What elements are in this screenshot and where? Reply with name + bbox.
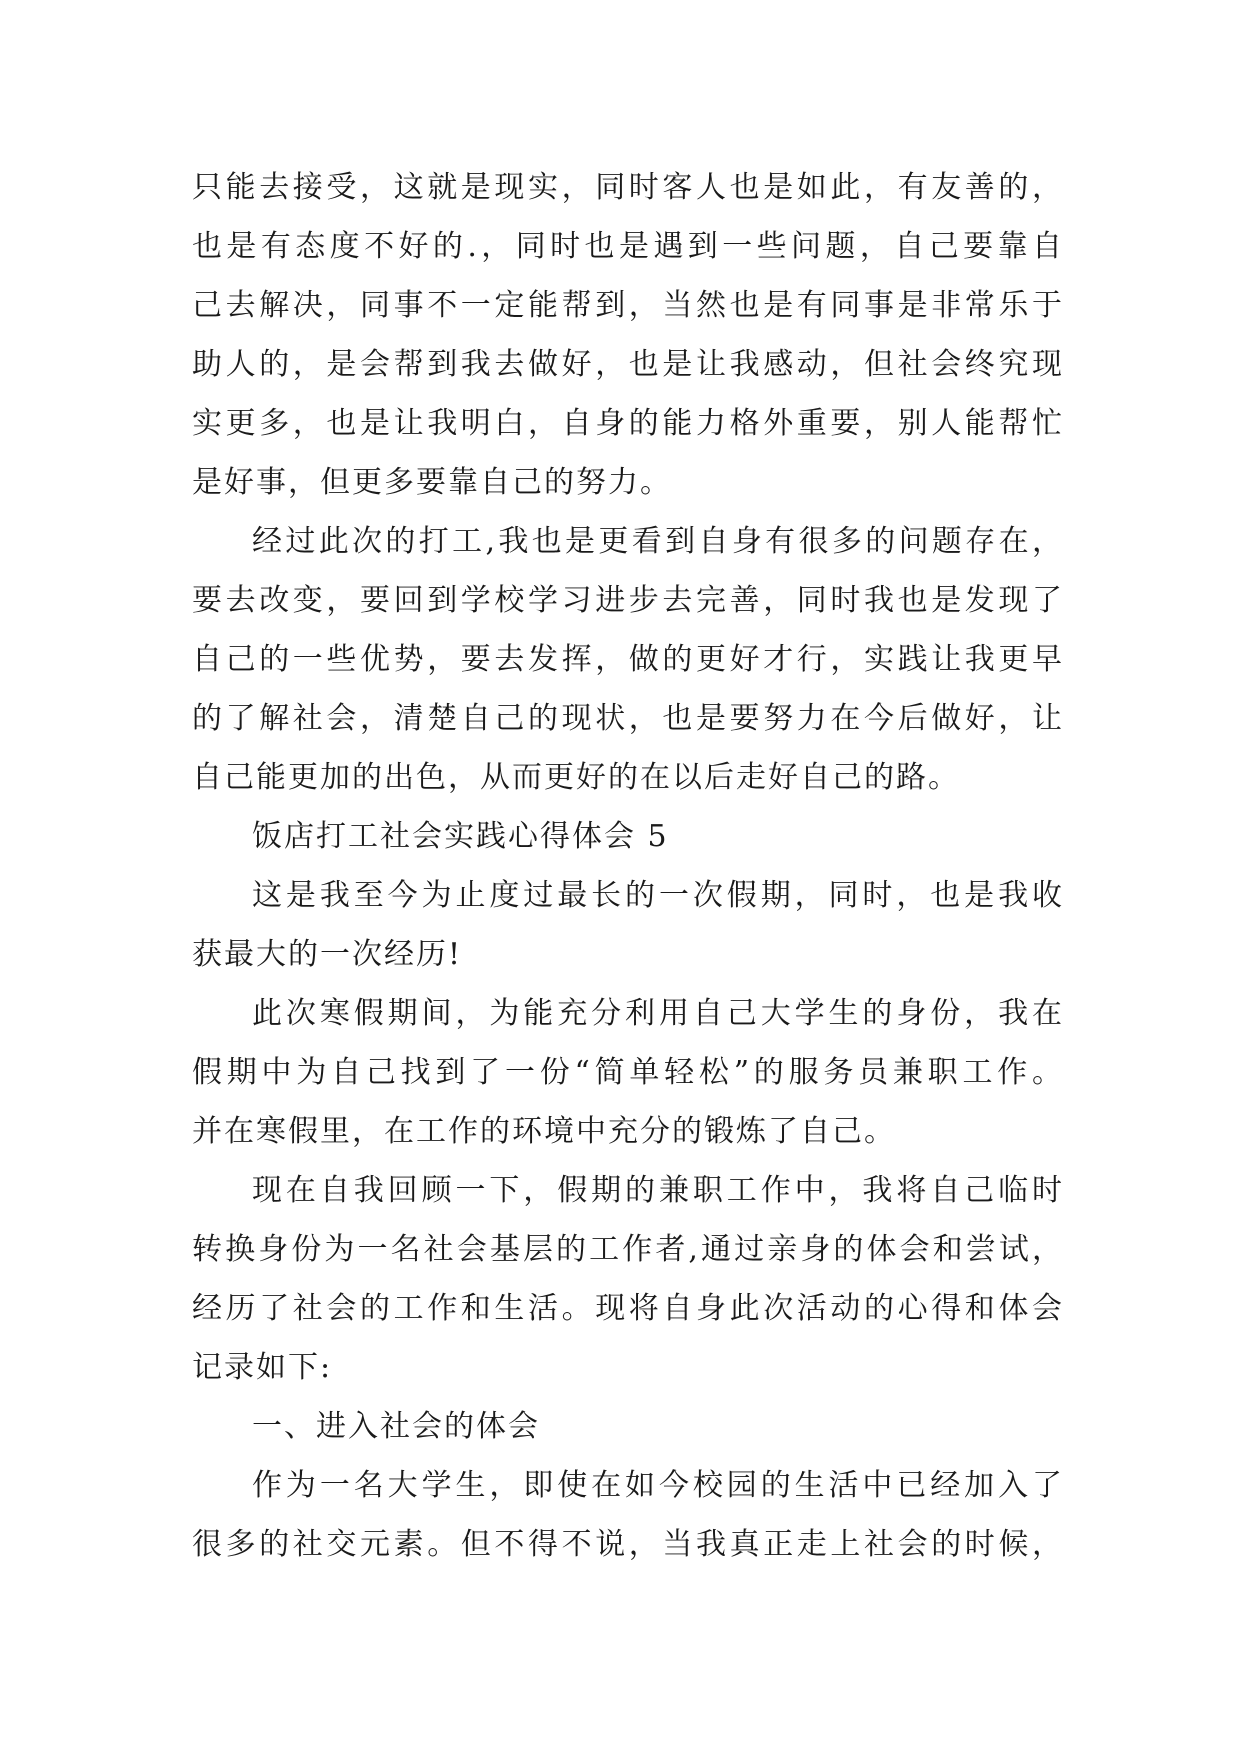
text-line: 的了解社会，清楚自己的现状，也是要努力在今后做好，让: [192, 701, 1064, 736]
text-line: 获最大的一次经历!: [192, 937, 463, 972]
text-line: 经历了社会的工作和生活。现将自身此次活动的心得和体会: [192, 1291, 1064, 1326]
text-line: 很多的社交元素。但不得不说，当我真正走上社会的时候，: [192, 1527, 1064, 1562]
text-line: 转换身份为一名社会基层的工作者,通过亲身的体会和尝试，: [192, 1232, 1064, 1267]
text-line: 要去改变，要回到学校学习进步去完善，同时我也是发现了: [192, 583, 1064, 618]
text-line: 一、进入社会的体会: [252, 1409, 540, 1444]
text-line: 自己的一些优势，要去发挥，做的更好才行，实践让我更早: [192, 642, 1064, 677]
text-line: 假期中为自己找到了一份“简单轻松”的服务员兼职工作。: [192, 1055, 1064, 1090]
text-line: 助人的，是会帮到我去做好，也是让我感动，但社会终究现: [192, 347, 1064, 382]
text-line: 经过此次的打工,我也是更看到自身有很多的问题存在，: [252, 524, 1064, 559]
text-line: 是好事，但更多要靠自己的努力。: [192, 465, 672, 500]
text-line: 并在寒假里，在工作的环境中充分的锻炼了自己。: [192, 1114, 896, 1149]
text-line: 饭店打工社会实践心得体会 5: [252, 819, 669, 854]
text-line: 实更多，也是让我明白，自身的能力格外重要，别人能帮忙: [192, 406, 1064, 441]
document-body: [192, 158, 1064, 1574]
text-line: 只能去接受，这就是现实，同时客人也是如此，有友善的，: [192, 170, 1064, 205]
text-line: 现在自我回顾一下，假期的兼职工作中，我将自己临时: [252, 1173, 1064, 1208]
text-line: 这是我至今为止度过最长的一次假期，同时，也是我收: [252, 878, 1064, 913]
text-line: 自己能更加的出色，从而更好的在以后走好自己的路。: [192, 760, 960, 795]
text-line: 作为一名大学生，即使在如今校园的生活中已经加入了: [252, 1468, 1064, 1503]
text-line: 此次寒假期间，为能充分利用自己大学生的身份，我在: [252, 996, 1064, 1031]
text-line: 记录如下:: [192, 1350, 333, 1385]
text-line: 己去解决，同事不一定能帮到，当然也是有同事是非常乐于: [192, 288, 1064, 323]
text-line: 也是有态度不好的.，同时也是遇到一些问题，自己要靠自: [192, 229, 1064, 264]
